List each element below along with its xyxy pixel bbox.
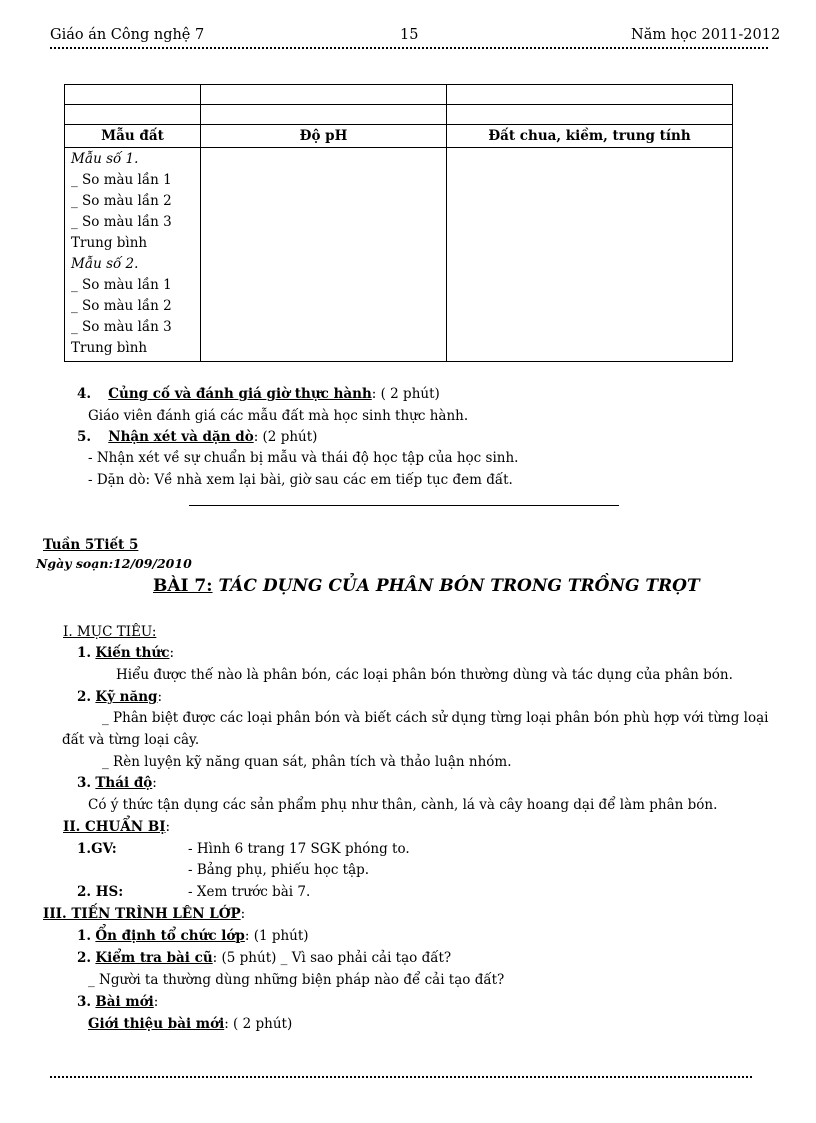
list-item: _ So màu lần 1 bbox=[71, 277, 172, 293]
student-item: - Xem trước bài 7. bbox=[188, 884, 311, 900]
section-5-heading: 5. Nhận xét và dặn dò: (2 phút) bbox=[77, 429, 318, 445]
page-title: BÀI 7: TÁC DỤNG CỦA PHÂN BÓN TRONG TRỒNG TRỌT bbox=[153, 576, 700, 596]
table-header-row bbox=[65, 125, 733, 148]
list-item: _ So màu lần 3 bbox=[71, 214, 172, 230]
table-row bbox=[65, 85, 733, 105]
page-number: 15 bbox=[400, 27, 419, 43]
column-header: Mẫu đất bbox=[65, 125, 201, 148]
column-header: Đất chua, kiềm, trung tính bbox=[447, 125, 733, 148]
part-2-title: II. CHUẨN BỊ: bbox=[63, 819, 171, 835]
week-label: Tuần 5Tiết 5 bbox=[43, 537, 139, 553]
attitude-heading: 3. Thái độ: bbox=[77, 775, 157, 791]
teacher-label: 1.GV: bbox=[77, 841, 117, 857]
student-label: 2. HS: bbox=[77, 884, 124, 900]
knowledge-heading: 1. Kiến thức: bbox=[77, 645, 175, 661]
header-rule bbox=[50, 47, 768, 49]
sample-2-title: Mẫu số 2. bbox=[71, 256, 139, 272]
step-3-heading: 3. Bài mới: bbox=[77, 994, 159, 1010]
column-header: Độ pH bbox=[201, 125, 447, 148]
section-5-line-1: - Nhận xét về sự chuẩn bị mẫu và thái độ học tập của học sinh. bbox=[88, 450, 519, 466]
section-4-body: Giáo viên đánh giá các mẫu đất mà học sinh thực hành. bbox=[88, 408, 469, 424]
list-item: _ So màu lần 2 bbox=[71, 298, 172, 314]
list-item: _ So màu lần 3 bbox=[71, 319, 172, 335]
step-2-question-2: _ Người ta thường dùng những biện pháp nào để cải tạo đất? bbox=[88, 972, 505, 988]
knowledge-body: Hiểu được thế nào là phân bón, các loại phân bón thường dùng và tác dụng của phân bón. bbox=[116, 667, 733, 683]
step-2-heading: 2. Kiểm tra bài cũ: (5 phút) _ Vì sao phải cải tạo đất? bbox=[77, 950, 452, 966]
skills-heading: 2. Kỹ năng: bbox=[77, 689, 163, 705]
list-item: Trung bình bbox=[71, 340, 148, 356]
prepared-date: Ngày soạn:12/09/2010 bbox=[36, 556, 192, 571]
skills-body-3: _ Rèn luyện kỹ năng quan sát, phân tích và thảo luận nhóm. bbox=[102, 754, 512, 770]
teacher-item-1: - Hình 6 trang 17 SGK phóng to. bbox=[188, 841, 410, 857]
table-row bbox=[65, 105, 733, 125]
skills-body-2: đất và từng loại cây. bbox=[62, 732, 200, 748]
attitude-body: Có ý thức tận dụng các sản phẩm phụ như thân, cành, lá và cây hoang dại để làm phân bón. bbox=[88, 797, 718, 813]
table-row bbox=[65, 148, 733, 362]
skills-body-1: _ Phân biệt được các loại phân bón và biết cách sử dụng từng loại phân bón phù hợp với từng loại bbox=[102, 710, 769, 726]
list-item: _ So màu lần 1 bbox=[71, 172, 172, 188]
soil-sample-table bbox=[64, 84, 733, 362]
section-divider bbox=[189, 505, 619, 506]
header-left: Giáo án Công nghệ 7 bbox=[50, 27, 205, 43]
teacher-item-2: - Bảng phụ, phiếu học tập. bbox=[188, 862, 370, 878]
section-4-title: Củng cố và đánh giá giờ thực hành bbox=[108, 386, 372, 402]
header-right: Năm học 2011-2012 bbox=[631, 27, 781, 43]
part-3-title: III. TIẾN TRÌNH LÊN LỚP: bbox=[43, 906, 246, 922]
step-1-heading: 1. Ổn định tổ chức lớp: (1 phút) bbox=[77, 928, 309, 944]
list-item: _ So màu lần 2 bbox=[71, 193, 172, 209]
section-5-line-2: - Dặn dò: Về nhà xem lại bài, giờ sau các em tiếp tục đem đất. bbox=[88, 472, 513, 488]
footer-rule bbox=[50, 1076, 752, 1078]
section-5-title: Nhận xét và dặn dò bbox=[108, 429, 254, 445]
list-item: Trung bình bbox=[71, 235, 148, 251]
intro-heading: Giới thiệu bài mới: ( 2 phút) bbox=[88, 1016, 293, 1032]
sample-1-title: Mẫu số 1. bbox=[71, 151, 139, 167]
part-1-title: I. MỤC TIÊU: bbox=[63, 624, 157, 640]
section-4-heading: 4. Củng cố và đánh giá giờ thực hành: ( 2 phút) bbox=[77, 386, 440, 402]
